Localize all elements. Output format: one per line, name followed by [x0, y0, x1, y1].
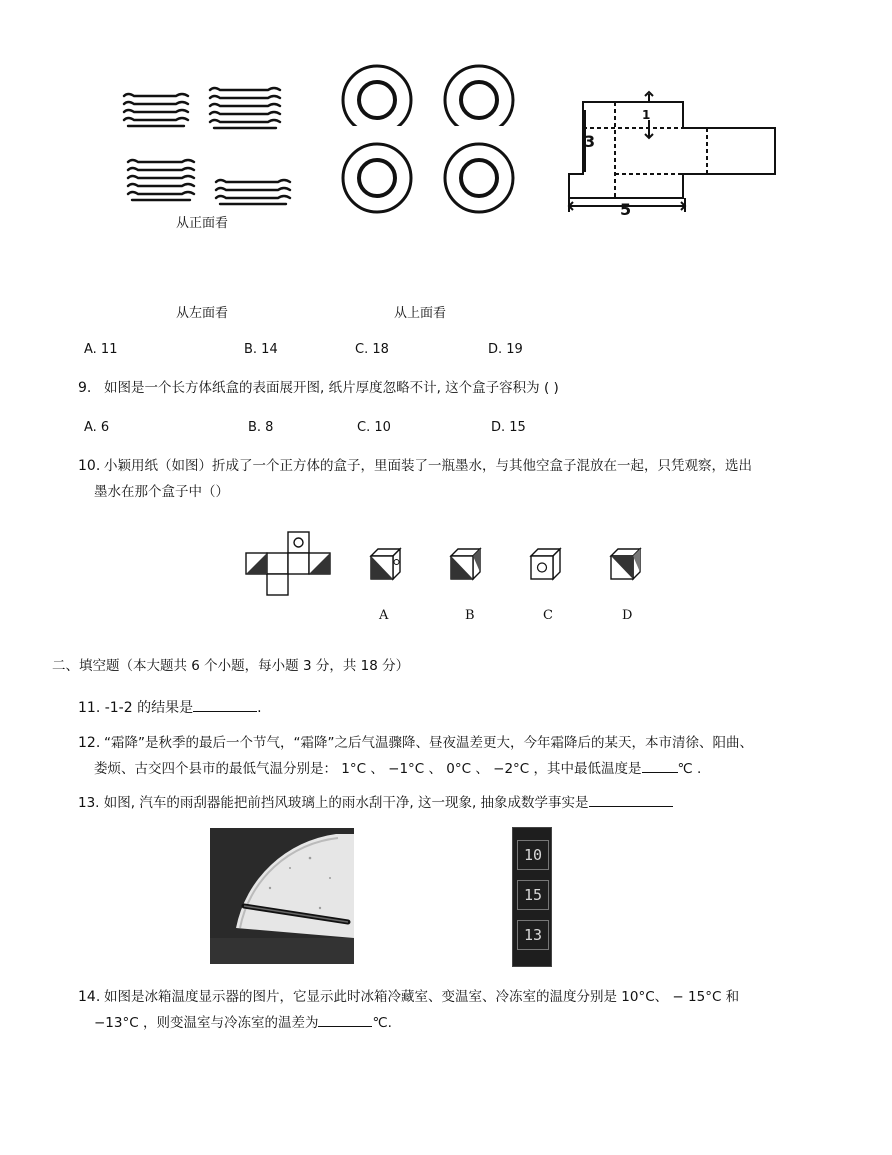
plates-figure: [118, 78, 298, 208]
fridge-display-photo: [512, 827, 552, 967]
label-top-view: 从上面看: [394, 306, 447, 321]
q10-line1: 小颖用纸（如图）折成了一个正方体的盒子，里面装了一瓶墨水，与其他空盒子混放在一起，只凭观察，选出: [104, 458, 752, 474]
fridge-reading-fridge: 10: [517, 840, 549, 870]
q13-answer-blank[interactable]: [589, 792, 673, 807]
q11-answer-blank[interactable]: [193, 697, 257, 712]
cube-d[interactable]: [610, 548, 642, 580]
net-dim-height: 3: [584, 132, 596, 151]
q14-line2-suffix: ℃.: [372, 1015, 392, 1031]
section2-heading: 二、填空题（本大题共 6 个小题，每小题 3 分，共 18 分）: [52, 658, 410, 674]
q9-option-c[interactable]: C. 10: [357, 420, 391, 435]
label-left-view: 从左面看: [176, 306, 229, 321]
cube-net-figure: [243, 530, 335, 600]
cube-label-d: D: [622, 608, 633, 623]
q8-option-b[interactable]: B. 14: [244, 342, 278, 357]
q14-answer-blank[interactable]: [318, 1012, 372, 1027]
cube-label-c: C: [543, 608, 553, 623]
q9-option-d[interactable]: D. 15: [491, 420, 526, 435]
cube-a[interactable]: [370, 548, 402, 580]
label-front-view: 从正面看: [176, 216, 229, 231]
fridge-reading-variable: 15: [517, 880, 549, 910]
q11-number: 11.: [78, 700, 101, 716]
net-dim-width: 5: [620, 200, 632, 219]
q12-line1: “霜降”是秋季的最后一个节气，“霜降”之后气温骤降、昼夜温差更大，今年霜降后的某天，本市清徐、阳曲、: [104, 735, 753, 751]
q13-line: [78, 792, 673, 813]
q8-option-c[interactable]: C. 18: [355, 342, 389, 357]
cube-label-b: B: [465, 608, 475, 623]
fridge-reading-freezer: 13: [517, 920, 549, 950]
q14-line2: −13°C ，则变温室与冷冻室的温差为: [94, 1015, 319, 1031]
q11-line: [78, 697, 262, 718]
q11-text: -1-2 的结果是: [104, 700, 194, 716]
windshield-wiper-photo: [210, 828, 354, 964]
cube-b[interactable]: [450, 548, 482, 580]
q8-option-a[interactable]: A. 11: [84, 342, 118, 357]
q9-number: 9.: [78, 380, 92, 396]
q14-number: 14.: [78, 989, 101, 1005]
cube-label-a: A: [379, 608, 389, 623]
rings-figure: [335, 62, 535, 217]
q8-option-d[interactable]: D. 19: [488, 342, 523, 357]
q12-line2-wrap: [94, 758, 701, 779]
q14-line1: 如图是冰箱温度显示器的图片，它显示此时冰箱冷藏室、变温室、冷冻室的温度分别是 10°C、 − 15°C 和: [104, 989, 740, 1005]
q13-text: 如图, 汽车的雨刮器能把前挡风玻璃上的雨水刮干净, 这一现象, 抽象成数学事实是: [103, 795, 589, 811]
q13-number: 13.: [78, 795, 100, 811]
q9-text: 如图是一个长方体纸盒的表面展开图, 纸片厚度忽略不计, 这个盒子容积为 ( ): [104, 380, 559, 396]
box-net-figure: [565, 90, 780, 220]
q12-line2: 娄烦、古交四个县市的最低气温分别是： 1°C 、 −1°C 、 0°C 、 −2°C ，其中最低温度是: [94, 761, 642, 777]
q12-line2-suffix: ℃ .: [677, 761, 702, 777]
q9-option-a[interactable]: A. 6: [84, 420, 110, 435]
q12-number: 12.: [78, 735, 101, 751]
q11-suffix: .: [257, 700, 262, 716]
q10-line2: 墨水在那个盒子中（）: [94, 484, 229, 500]
q14-line2-wrap: [94, 1012, 392, 1033]
cube-c[interactable]: [530, 548, 562, 580]
q9-option-b[interactable]: B. 8: [248, 420, 274, 435]
q10-number: 10.: [78, 458, 101, 474]
q12-answer-blank[interactable]: [642, 758, 678, 773]
net-dim-small: 1: [642, 108, 651, 122]
